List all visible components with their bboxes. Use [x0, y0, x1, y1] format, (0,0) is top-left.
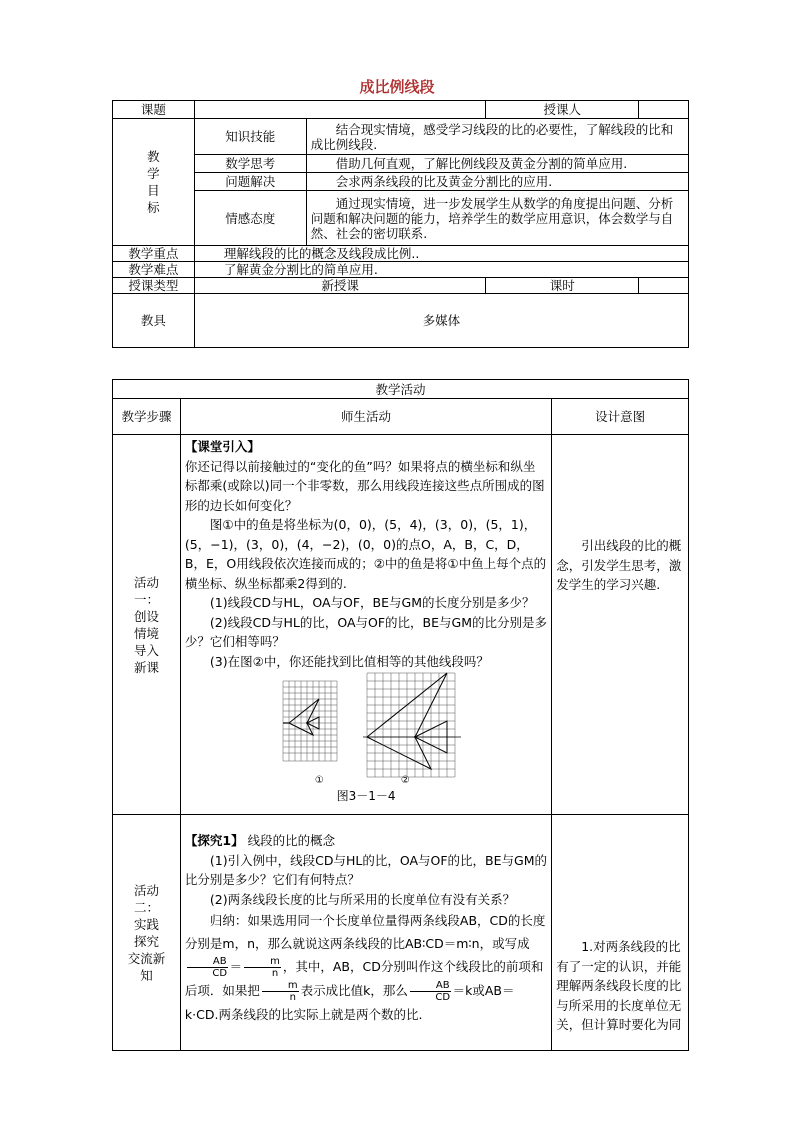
activity2-step: 活动 二： 实践 探究 交流新 知 — [113, 815, 181, 1051]
teacher-label: 授课人 — [486, 101, 639, 119]
col-activity-header: 师生活动 — [180, 399, 551, 435]
lesson-info-table — [112, 100, 689, 348]
objective-label-thinking: 数学思考 — [194, 155, 306, 173]
objective-label-knowledge: 知识技能 — [194, 119, 306, 155]
objective-text-knowledge: 结合现实情境，感受学习线段的比的必要性，了解线段的比和成比例线段. — [306, 119, 688, 155]
objective-label-attitude: 情感态度 — [194, 191, 306, 246]
teacher-value — [639, 101, 689, 119]
activity2-intent: 1.对两条线段的比有了一定的认识，并能理解两条线段长度的比与所采用的长度单位无关，但计算时要化为同 — [556, 939, 682, 1032]
objectives-label: 教 学 目 标 — [113, 119, 195, 246]
activity1-section-title: 【课堂引入】 — [184, 439, 260, 454]
difficulty-label: 教学难点 — [113, 262, 195, 278]
period-label: 课时 — [486, 278, 639, 294]
figure-caption: 图3－1－4 — [336, 789, 396, 803]
objective-text-problem: 会求两条线段的比及黄金分割比的应用. — [306, 173, 688, 191]
fraction-m-n: $\frac{m}{n}$ — [244, 956, 281, 979]
activity1-q3: (3)在图②中，你还能找到比值相等的其他线段吗？ — [209, 653, 489, 669]
fig2-label: ② — [400, 775, 410, 786]
course-label: 课题 — [113, 101, 195, 119]
objective-text-thinking: 借助几何直观，了解比例线段及黄金分割的简单应用. — [306, 155, 688, 173]
activity1-step: 活动 一： 创设 情境 导入 新课 — [113, 435, 181, 815]
activity1-q1: (1)线段CD与HL，OA与OF，BE与GM的长度分别是多少？ — [209, 595, 535, 610]
course-value — [194, 101, 485, 119]
difficulty-text: 了解黄金分割比的简单应用. — [194, 262, 688, 278]
activity-heading: 教学活动 — [113, 380, 689, 399]
key-point-text: 理解线段的比的概念及线段成比例.. — [194, 246, 688, 262]
activity2-q2: (2)两条线段长度的比与所采用的长度单位有没有关系？ — [209, 891, 516, 907]
objective-label-problem: 问题解决 — [194, 173, 306, 191]
tools-value: 多媒体 — [194, 294, 688, 348]
activity1-intent: 引出线段的比的概念，引发学生思考，激发学生的学习兴趣. — [556, 538, 682, 592]
period-value — [639, 278, 689, 294]
activity2-content — [180, 815, 551, 1051]
fraction-ab-cd-k: $\frac{AB}{CD}$ — [410, 980, 451, 1003]
graph2-grid — [367, 673, 455, 777]
fraction-m-n-k: $\frac{m}{n}$ — [262, 980, 299, 1003]
activity1-intent-cell — [552, 435, 689, 815]
fish-figure — [185, 671, 547, 791]
col-intent-header: 设计意图 — [552, 399, 689, 435]
page-title: 成比例线段 — [359, 78, 435, 96]
fig1-label: ① — [314, 775, 324, 786]
activity1-p1: 你还记得以前接触过的“变化的鱼”吗？如果将点的横坐标和纵坐标都乘(或除以)同一个非零数，那么用线段连接这些点所围成的图形的边长如何变化？ — [184, 458, 545, 513]
activity2-section-title: 【探究1】 线段的比的概念 — [184, 833, 336, 848]
activity1-p2: 图①中的鱼是将坐标为(0，0)，(5，4)，(3，0)，(5，1)，(5，−1)，(3，0)，(4，−2)，(0，0)的点O，A，B，C，D，B，E，O用线段依次连接而成的；②中的鱼是将①中鱼上每个点的横坐标、纵坐标都乘2得到的. — [184, 517, 547, 591]
activity1-content — [180, 435, 551, 815]
activity1-q2: (2)线段CD与HL的比，OA与OF的比，BE与GM的比分别是多少？它们相等吗？ — [184, 614, 547, 649]
fish-graphs-svg — [185, 671, 557, 791]
tools-label: 教具 — [113, 294, 195, 348]
key-point-label: 教学重点 — [113, 246, 195, 262]
lesson-type-label: 授课类型 — [113, 278, 195, 294]
fraction-ab-cd: $\frac{AB}{CD}$ — [187, 956, 228, 979]
activity-table — [112, 379, 689, 1051]
lesson-type-value: 新授课 — [194, 278, 485, 294]
activity2-intent-cell — [552, 815, 689, 1051]
objective-text-attitude: 通过现实情境，进一步发展学生从数学的角度提出问题、分析问题和解决问题的能力，培养学生的数学应用意识，体会数学与自然、社会的密切联系. — [306, 191, 688, 246]
activity2-definition: 归纳：如果选用同一个长度单位量得两条线段AB，CD的长度分别是m，n，那么就说这两条线段的比AB∶CD＝m∶n，或写成 $\frac{AB}{CD}$ ＝ $\frac{m}{n}$ ，其中，AB，CD分别叫作这个线段比的前项和后项．如果把 $\frac{m}{n}$ 表示成比值k，那么 $\frac{AB}{CD}$ ＝k或AB＝k·CD.两条线段的比实际上就是两个数的比. — [184, 913, 546, 1022]
activity2-q1: (1)引入例中，线段CD与HL的比，OA与OF的比，BE与GM的比分别是多少？它们有何特点？ — [184, 852, 547, 887]
col-step-header: 教学步骤 — [113, 399, 181, 435]
